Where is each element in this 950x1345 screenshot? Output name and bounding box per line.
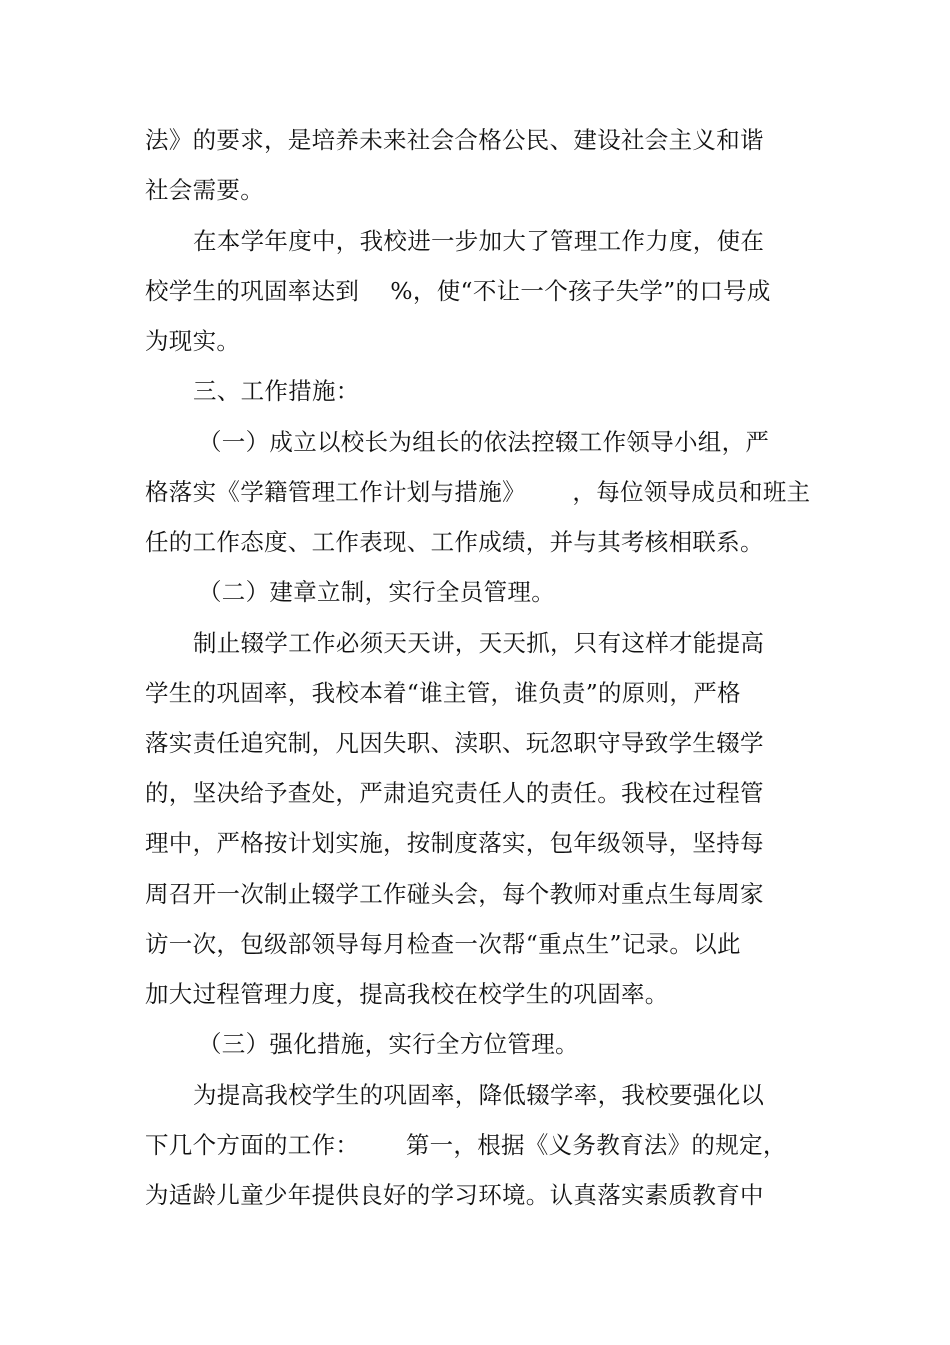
text-line: 访一次，包级部领导每月检查一次帮“重点生”记录。以此 xyxy=(145,930,741,958)
text-line: 社会需要。 xyxy=(145,176,264,204)
text-line: 学生的巩固率，我校本着“谁主管，谁负责”的原则，严格 xyxy=(145,679,741,707)
text-line: 加大过程管理力度，提高我校在校学生的巩固率。 xyxy=(145,980,669,1008)
text-line: 理中，严格按计划实施，按制度落实，包年级领导，坚持每 xyxy=(145,829,764,857)
text-line: 为提高我校学生的巩固率，降低辍学率，我校要强化以 xyxy=(193,1081,765,1109)
section-heading: 三、工作措施： xyxy=(193,377,360,405)
text-line: 为现实。 xyxy=(145,327,241,355)
subsection-heading: （二）建章立制，实行全员管理。 xyxy=(198,578,555,606)
text-line: 周召开一次制止辍学工作碰头会，每个教师对重点生每周家 xyxy=(145,880,764,908)
text-line: 任的工作态度、工作表现、工作成绩，并与其考核相联系。 xyxy=(145,528,764,556)
text-line: 的，坚决给予查处，严肃追究责任人的责任。我校在过程管 xyxy=(145,779,764,807)
text-line: 在本学年度中，我校进一步加大了管理工作力度，使在 xyxy=(193,227,765,255)
text-line: 制止辍学工作必须天天讲，天天抓，只有这样才能提高 xyxy=(193,629,765,657)
text-line: 下几个方面的工作： 第一，根据《义务教育法》的规定， xyxy=(145,1131,787,1159)
subsection-heading: （三）强化措施，实行全方位管理。 xyxy=(198,1030,579,1058)
text-line: 校学生的巩固率达到 %，使“不让一个孩子失学”的口号成 xyxy=(145,277,771,305)
text-line: 法》的要求，是培养未来社会合格公民、建设社会主义和谐 xyxy=(145,126,764,154)
subsection-heading: （一）成立以校长为组长的依法控辍工作领导小组，严 xyxy=(198,428,770,456)
text-line: 落实责任追究制，凡因失职、渎职、玩忽职守导致学生辍学 xyxy=(145,729,764,757)
text-line: 格落实《学籍管理工作计划与措施》 ，每位领导成员和班主 xyxy=(145,478,811,506)
text-line: 为适龄儿童少年提供良好的学习环境。认真落实素质教育中 xyxy=(145,1181,764,1209)
